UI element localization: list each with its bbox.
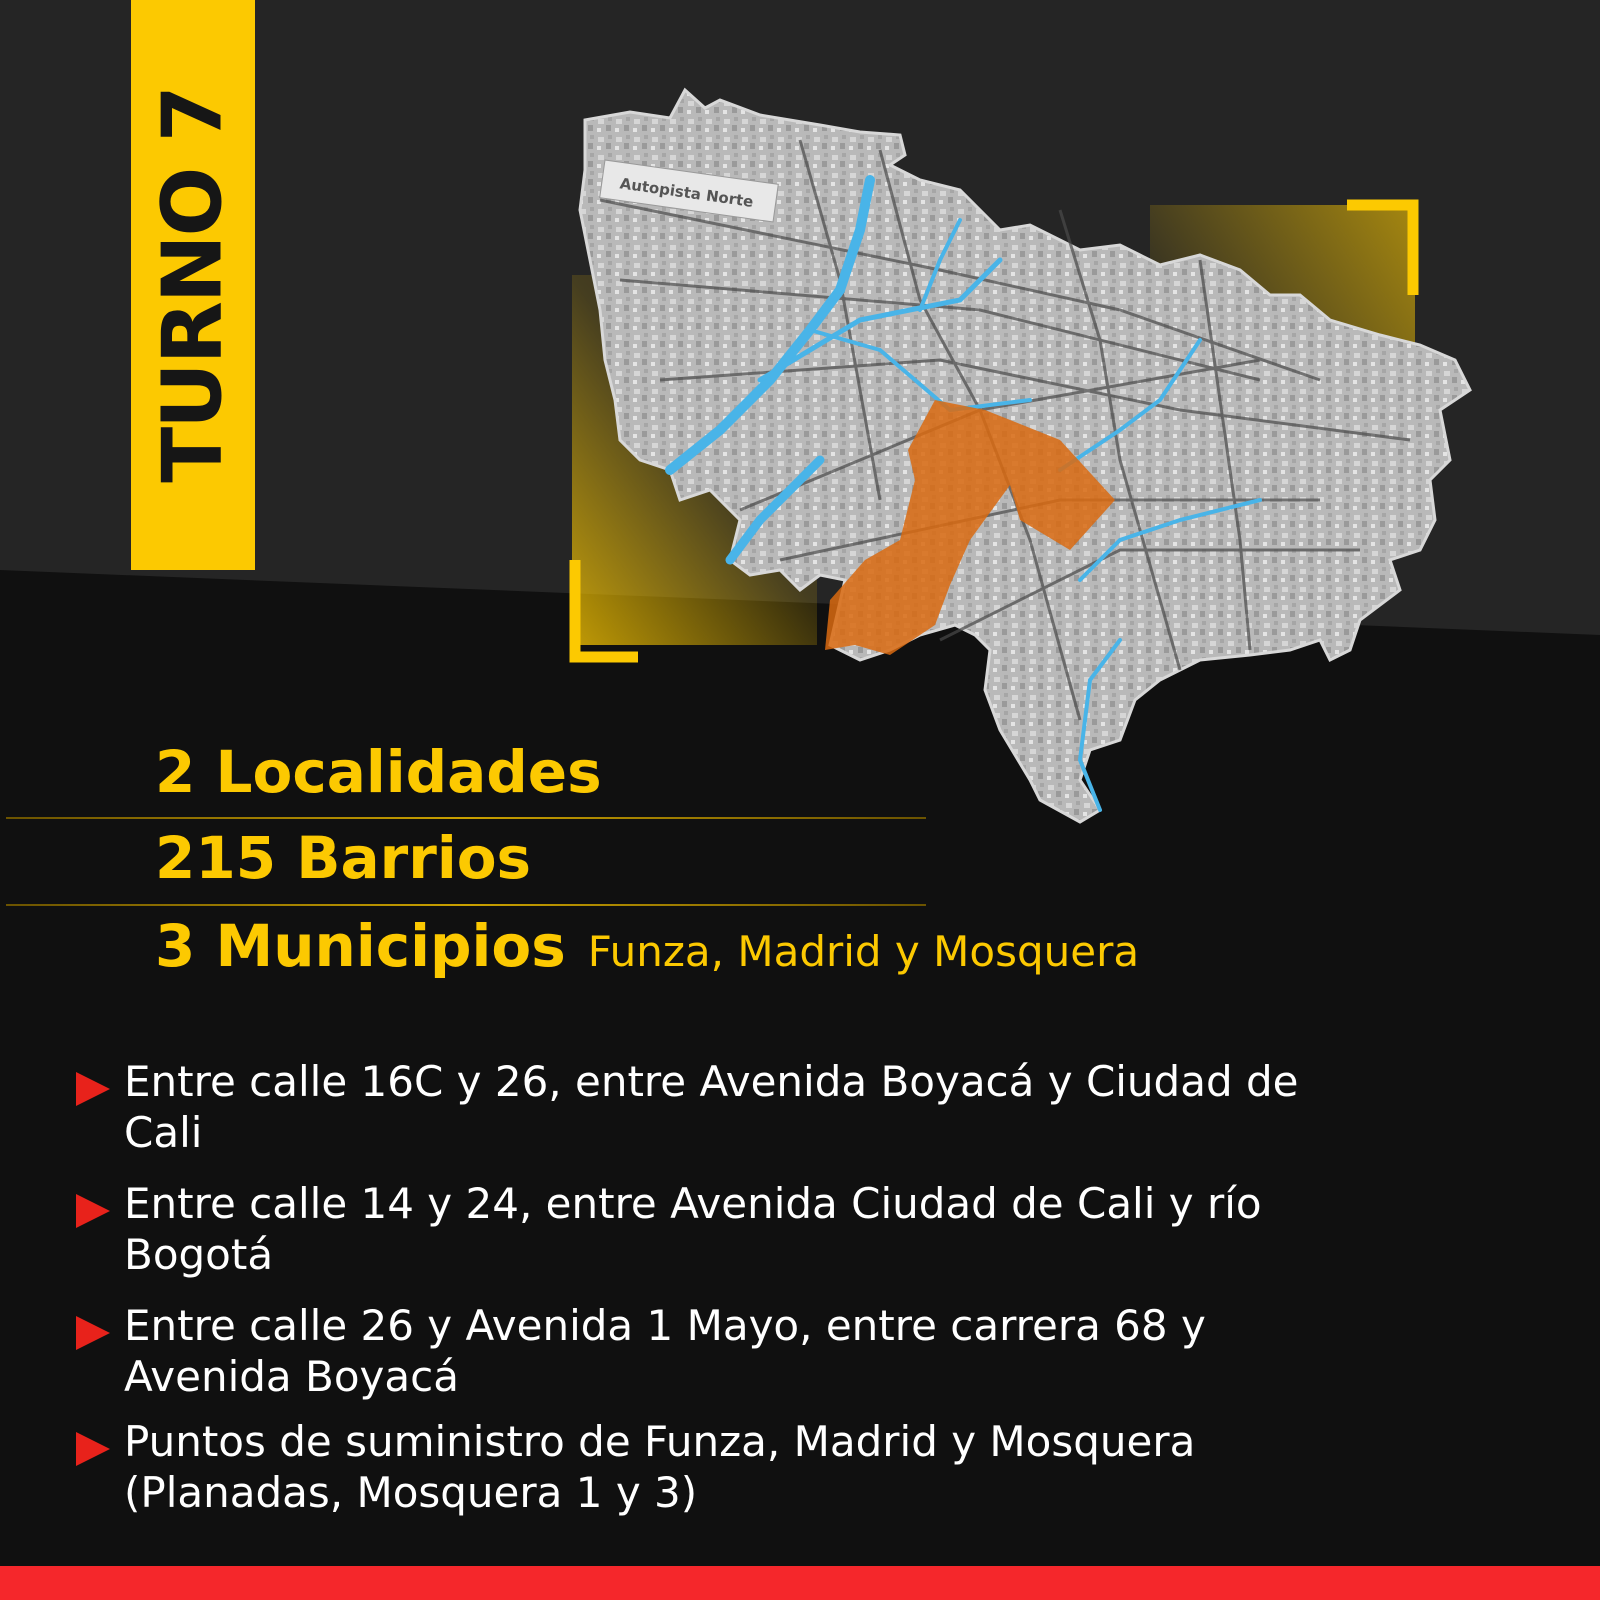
bullet-arrow-icon (76, 1194, 110, 1228)
bogota-map (560, 80, 1510, 850)
stat-municipios-list: Funza, Madrid y Mosquera (587, 927, 1140, 976)
list-item-text: Puntos de suministro de Funza, Madrid y Mosquera (Planadas, Mosquera 1 y 3) (124, 1417, 1196, 1517)
stat-localidades (155, 738, 602, 806)
footer-bar (0, 1566, 1600, 1600)
turno-title: TURNO 7 (145, 87, 241, 483)
stat-municipios (155, 912, 1139, 980)
map-svg (560, 80, 1510, 850)
stat-municipios-value: 3 Municipios (155, 912, 566, 980)
stat-barrios (155, 824, 531, 892)
divider-1 (6, 817, 926, 819)
bullet-arrow-icon (76, 1072, 110, 1106)
list-item-text: Entre calle 26 y Avenida 1 Mayo, entre carrera 68 y Avenida Boyacá (124, 1301, 1206, 1401)
bullet-arrow-icon (76, 1432, 110, 1466)
street-label-text: Autopista Norte (618, 174, 755, 211)
list-item-text: Entre calle 14 y 24, entre Avenida Ciudad de Cali y río Bogotá (124, 1179, 1262, 1279)
stat-localidades-value: 2 Localidades (155, 738, 602, 806)
list-item-text: Entre calle 16C y 26, entre Avenida Boyacá y Ciudad de Cali (124, 1057, 1299, 1157)
stat-barrios-value: 215 Barrios (155, 824, 532, 892)
bullet-arrow-icon (76, 1316, 110, 1350)
divider-2 (6, 904, 926, 906)
